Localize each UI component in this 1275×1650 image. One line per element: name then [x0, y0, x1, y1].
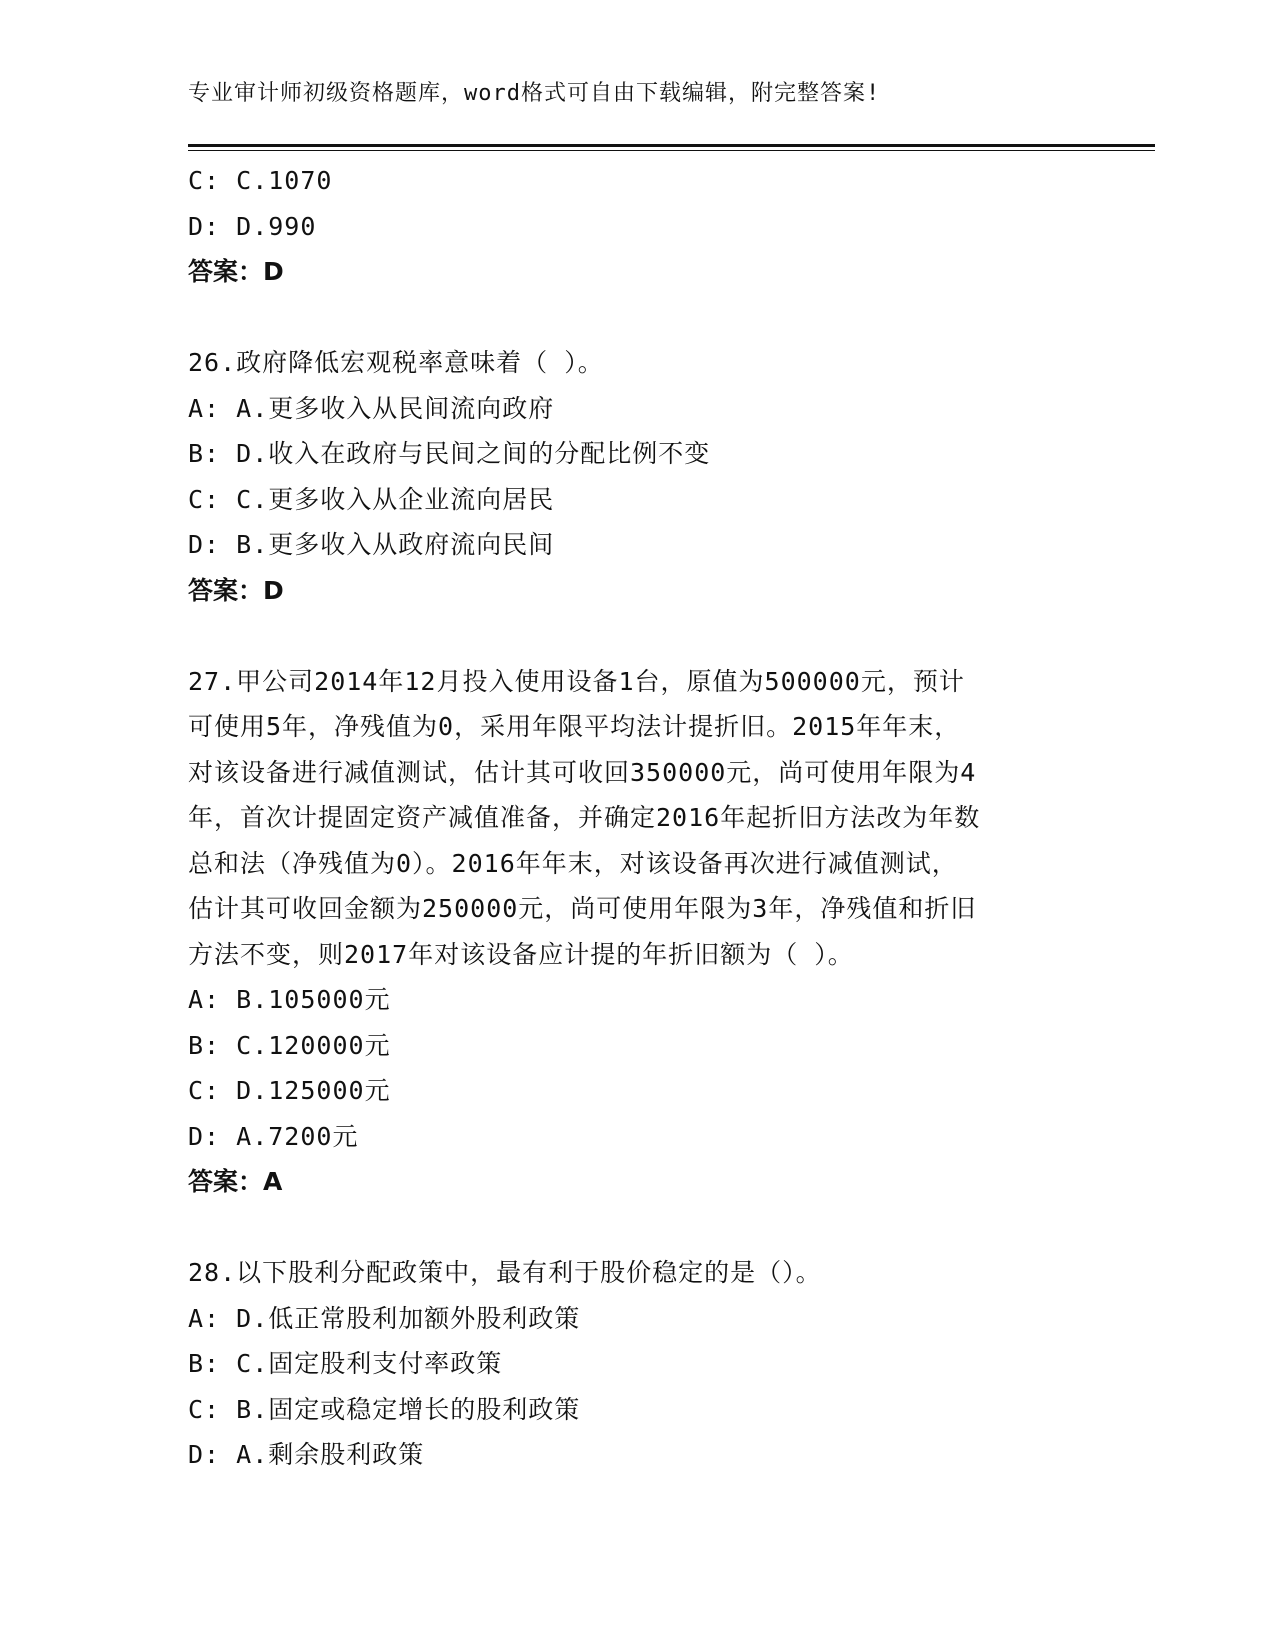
question-stem: 28.以下股利分配政策中，最有利于股价稳定的是（）。 [188, 1258, 822, 1287]
option-d: D: A.7200元 [188, 1121, 359, 1151]
option-b: B: D.收入在政府与民间之间的分配比例不变 [188, 439, 711, 468]
spacer [188, 1205, 1088, 1251]
question-stem-line: 可使用5年，净残值为0，采用年限平均法计提折旧。2015年年末， [188, 712, 961, 741]
option-a: A: B.105000元 [188, 985, 391, 1014]
option-c: C: B.固定或稳定增长的股利政策 [188, 1394, 581, 1424]
question-stem-line: 总和法（净残值为0）。2016年年末，对该设备再次进行减值测试， [188, 848, 958, 878]
question-content [188, 158, 1088, 1478]
option-b: B: C.固定股利支付率政策 [188, 1349, 503, 1378]
header-rule-thin [188, 150, 1155, 151]
option-b: B: C.120000元 [188, 1030, 391, 1060]
question-stem-line: 估计其可收回金额为250000元，尚可使用年限为3年，净残值和折旧 [188, 894, 977, 923]
option-d: D: B.更多收入从政府流向民间 [188, 530, 555, 559]
answer-line: 答案：D [188, 575, 284, 605]
option-a: A: A.更多收入从民间流向政府 [188, 393, 555, 423]
spacer [188, 613, 1088, 659]
header-rule-thick [188, 144, 1155, 147]
question-stem: 26.政府降低宏观税率意味着（ ）。 [188, 348, 604, 377]
question-stem-line: 27.甲公司2014年12月投入使用设备1台，原值为500000元，预计 [188, 666, 965, 696]
question-stem-line: 年，首次计提固定资产减值准备，并确定2016年起折旧方法改为年数 [188, 803, 981, 832]
option-c: C: C.1070 [188, 166, 333, 195]
spacer [188, 295, 1088, 341]
option-c: C: D.125000元 [188, 1076, 391, 1105]
question-stem-line: 方法不变，则2017年对该设备应计提的年折旧额为（ ）。 [188, 939, 854, 969]
option-d: D: A.剩余股利政策 [188, 1440, 425, 1469]
option-a: A: D.低正常股利加额外股利政策 [188, 1303, 581, 1333]
option-c: C: C.更多收入从企业流向居民 [188, 484, 555, 514]
answer-line: 答案：A [188, 1167, 283, 1196]
page-header: 专业审计师初级资格题库，word格式可自由下载编辑，附完整答案! [188, 81, 881, 106]
option-d: D: D.990 [188, 211, 317, 241]
question-stem-line: 对该设备进行减值测试，估计其可收回350000元，尚可使用年限为4 [188, 757, 977, 787]
answer-line: 答案：D [188, 257, 284, 286]
